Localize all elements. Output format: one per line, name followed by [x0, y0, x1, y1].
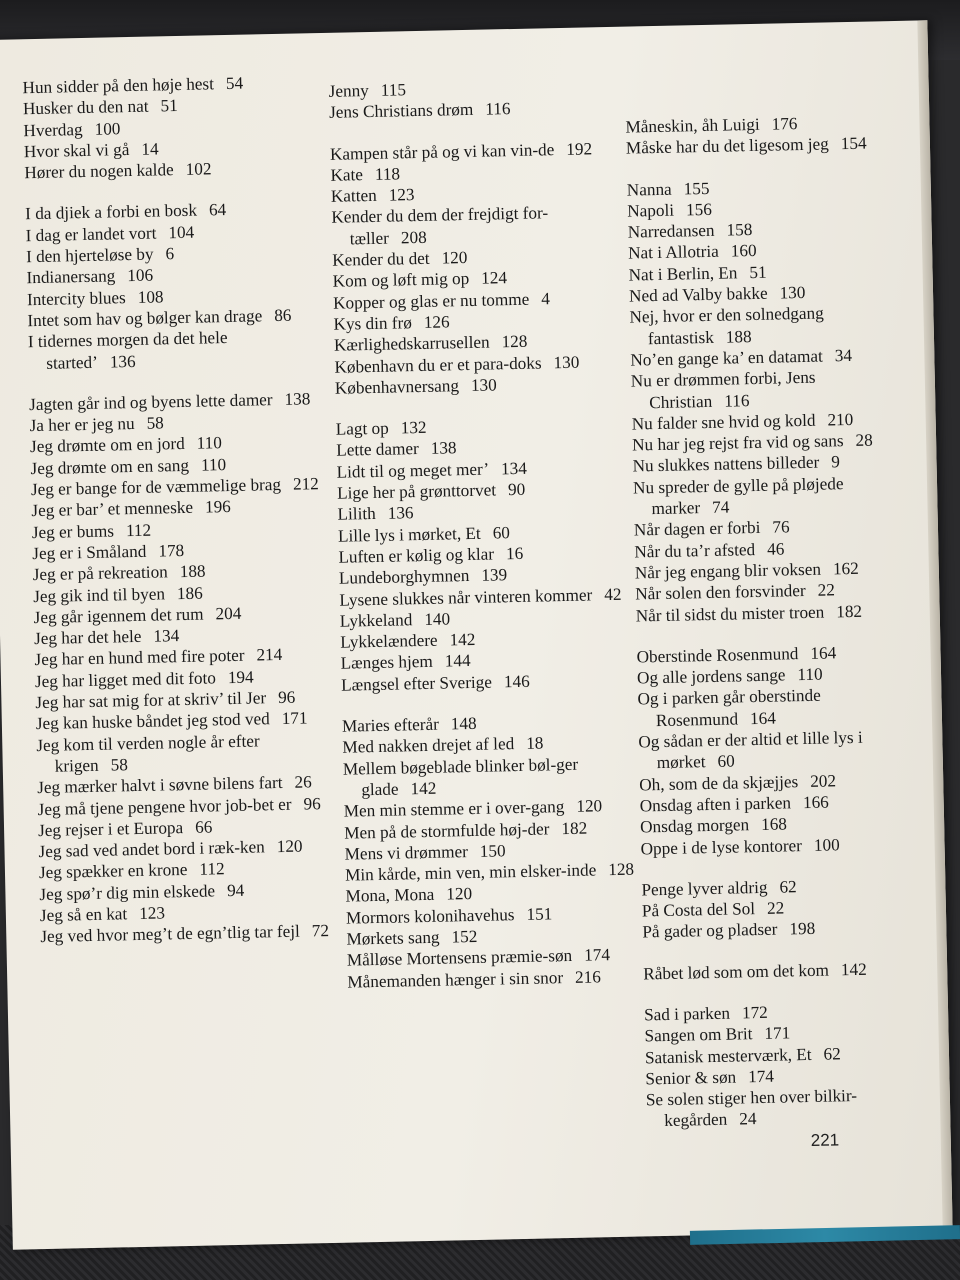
entry-title: I tidernes morgen da det hele started’	[27, 328, 228, 373]
entry-page-number: 9	[831, 452, 840, 472]
entry-title: Jeg så en kat	[39, 904, 128, 926]
entry-title: Hun sidder på den høje hest	[22, 74, 215, 98]
entry-title: Hører du nogen kalde	[24, 160, 174, 183]
entry-page-number: 24	[739, 1109, 757, 1129]
entry-title: Kampen står på og vi kan vin-de	[329, 139, 555, 164]
entry-page-number: 136	[387, 503, 414, 524]
entry-page-number: 188	[725, 326, 752, 347]
index-entry	[642, 917, 897, 944]
entry-page-number: 58	[110, 755, 129, 775]
entry-title: Kom og løft mig op	[332, 269, 470, 292]
entry-title: Jeg spø’r dig min elskede	[39, 881, 216, 904]
entry-title: Mona, Mona	[345, 885, 435, 907]
entry-title: Penge lyver aldrig	[641, 877, 768, 900]
entry-title: Katten	[330, 186, 377, 207]
index-letter-group	[636, 641, 895, 859]
entry-title: Jeg kan huske båndet jeg stod ved	[35, 709, 270, 734]
entry-title: Nanna	[626, 179, 672, 200]
index-column-1	[22, 71, 331, 967]
entry-title: Lysene slukkes når vinteren kommer	[339, 584, 593, 610]
entry-page-number: 76	[772, 517, 790, 537]
entry-title: Lundeborghymnen	[338, 566, 470, 588]
entry-title: Måneskin, åh Luigi	[625, 114, 760, 137]
entry-page-number: 120	[276, 836, 303, 857]
entry-title: I da djiek a forbi en bosk	[24, 201, 198, 224]
entry-title: Jeg kom til verden nogle år efter krigen	[36, 731, 260, 776]
entry-page-number: 202	[810, 770, 837, 791]
entry-page-number: 212	[292, 474, 319, 494]
entry-page-number: 72	[311, 921, 330, 941]
entry-page-number: 60	[717, 751, 735, 772]
index-letter-group	[25, 198, 319, 374]
entry-title: Oppe i de lyse kontorer	[640, 835, 803, 858]
index-letter-group	[627, 174, 891, 626]
entry-title: Nat i Allotria	[627, 242, 720, 264]
index-column-2	[328, 75, 637, 1013]
entry-title: Nu har jeg rejst fra vid og sans	[631, 431, 844, 455]
entry-page-number: 150	[479, 841, 506, 861]
entry-title: Narredansen	[627, 220, 715, 242]
entry-page-number: 146	[503, 671, 530, 692]
entry-title: Lilith	[337, 504, 376, 525]
index-column-3	[625, 111, 902, 1152]
entry-page-number: 128	[501, 332, 528, 352]
entry-page-number: 216	[574, 966, 602, 987]
entry-page-number: 110	[200, 454, 227, 475]
entry-title: Jeg har sat mig for at skriv’ til Jer	[35, 688, 267, 713]
entry-title: Intercity blues	[26, 287, 126, 309]
index-entry	[633, 472, 889, 520]
index-entry	[36, 729, 327, 778]
entry-title: Lagt op	[335, 418, 389, 439]
entry-page-number: 126	[423, 312, 450, 332]
entry-page-number: 144	[444, 651, 471, 671]
entry-page-number: 62	[823, 1043, 841, 1064]
entry-page-number: 46	[766, 539, 785, 559]
entry-title: Se solen stiger hen over bilkir-kegården	[645, 1086, 858, 1131]
entry-page-number: 34	[834, 345, 853, 366]
entry-page-number: 120	[576, 796, 603, 817]
entry-title: Jeg spækker en krone	[38, 860, 188, 883]
entry-title: Jeg har det hele	[33, 627, 142, 649]
entry-title: Mormors kolonihavehus	[345, 904, 515, 928]
entry-title: Og alle jordens sange	[636, 665, 786, 688]
entry-title: Sad i parken	[643, 1003, 731, 1025]
index-letter-group	[641, 874, 897, 943]
entry-page-number: 124	[480, 268, 508, 289]
entry-page-number: 160	[730, 241, 757, 261]
entry-title: Oberstinde Rosenmund	[636, 643, 799, 667]
entry-title: Når dagen er forbi	[633, 518, 761, 540]
entry-title: Når jeg engang blir voksen	[634, 559, 822, 583]
index-letter-group	[22, 71, 314, 184]
entry-title: Og i parken går oberstinde Rosenmund	[637, 686, 821, 730]
entry-page-number: 94	[226, 880, 245, 900]
entry-page-number: 148	[450, 713, 477, 734]
index-entry	[637, 684, 893, 732]
entry-title: Jenny	[328, 81, 369, 101]
entry-title: I dag er landet vort	[25, 223, 157, 245]
entry-page-number: 138	[284, 389, 311, 409]
entry-title: På gader og pladser	[642, 920, 778, 942]
entry-title: København du er et para-doks	[334, 353, 542, 377]
entry-page-number: 106	[127, 265, 154, 286]
entry-title: Lykkeland	[339, 610, 413, 631]
entry-page-number: 176	[771, 114, 798, 134]
index-entry	[629, 302, 885, 350]
entry-page-number: 132	[400, 418, 427, 438]
entry-title: Længes hjem	[340, 652, 433, 674]
entry-page-number: 116	[724, 390, 750, 411]
entry-page-number: 192	[566, 138, 593, 159]
entry-page-number: 138	[430, 438, 457, 459]
entry-page-number: 130	[553, 352, 580, 372]
entry-page-number: 64	[208, 200, 227, 220]
entry-title: Jeg er bums	[31, 521, 115, 542]
entry-title: Kys din frø	[333, 313, 413, 334]
entry-page-number: 54	[225, 73, 244, 93]
entry-page-number: 22	[766, 898, 785, 918]
entry-page-number: 154	[840, 133, 867, 154]
entry-page-number: 130	[470, 375, 497, 395]
entry-page-number: 155	[683, 178, 710, 199]
entry-title: Luften er kølig og klar	[338, 544, 495, 567]
entry-title: Kender du dem der frejdigt for-tæller	[331, 203, 549, 249]
entry-page-number: 142	[840, 959, 867, 979]
entry-title: Senior & søn	[645, 1067, 737, 1089]
book-page	[0, 20, 953, 1249]
entry-title: No’en gange ka’ en datamat	[630, 346, 824, 370]
entry-title: Mens vi drømmer	[344, 841, 469, 864]
entry-page-number: 140	[424, 609, 451, 629]
entry-title: Råbet lød som om det kom	[643, 960, 830, 984]
entry-title: Og sådan er der altid et lille lys i mørket	[638, 727, 863, 773]
entry-page-number: 60	[492, 522, 511, 543]
entry-page-number: 123	[388, 185, 415, 205]
entry-title: Mellem bøgeblade blinker bøl-ger glade	[342, 754, 579, 800]
entry-page-number: 162	[832, 558, 859, 579]
entry-page-number: 4	[541, 288, 551, 309]
entry-title: Jeg mærker halvt i søvne bilens fart	[37, 773, 283, 798]
entry-title: Lige her på grønttorvet	[336, 480, 497, 503]
entry-title: Jeg har ligget med dit foto	[34, 668, 217, 691]
entry-title: Kate	[330, 165, 364, 185]
entry-page-number: 196	[204, 497, 231, 517]
entry-title: Nu er drømmen forbi, Jens Christian	[630, 367, 816, 412]
entry-page-number: 158	[726, 220, 753, 240]
entry-page-number: 96	[303, 793, 321, 814]
entry-page-number: 102	[185, 159, 212, 180]
index-entry	[343, 752, 634, 801]
entry-page-number: 174	[583, 945, 611, 965]
entry-title: Jeg ved hvor meg’t de egn’tlig tar fejl	[40, 921, 300, 947]
index-letter-group	[644, 999, 902, 1132]
entry-page-number: 188	[179, 561, 206, 582]
entry-title: Københavnersang	[334, 376, 460, 398]
entry-title: Nat i Berlin, En	[628, 263, 738, 285]
entry-page-number: 26	[294, 772, 312, 792]
index-entry	[331, 201, 622, 250]
index-letter-group	[328, 75, 619, 124]
entry-title: Min kårde, min ven, min elsker-inde	[344, 860, 597, 885]
entry-title: Jeg drømte om en jord	[29, 434, 185, 457]
entry-page-number: 172	[741, 1002, 768, 1023]
entry-page-number: 6	[165, 244, 175, 264]
entry-title: Jeg må tjene pengene hvor job-bet er	[37, 794, 292, 819]
entry-page-number: 90	[507, 479, 526, 500]
entry-page-number: 182	[836, 601, 863, 621]
entry-title: Jeg har en hund med fire poter	[34, 646, 245, 670]
entry-page-number: 128	[608, 859, 635, 880]
page-edge	[917, 20, 952, 1230]
entry-title: Månemanden hænger i sin snor	[347, 967, 564, 992]
entry-title: Lykkelændere	[340, 630, 438, 652]
entry-title: Satanisk mesterværk, Et	[644, 1044, 812, 1068]
entry-title: Nej, hvor er den solnedgang fantastisk	[629, 303, 824, 348]
entry-title: Lette damer	[336, 439, 419, 461]
index-entry	[643, 958, 898, 985]
entry-title: Når du ta’r afsted	[634, 539, 756, 562]
entry-page-number: 112	[125, 520, 152, 540]
entry-page-number: 139	[481, 565, 508, 585]
entry-title: Napoli	[627, 200, 675, 221]
entry-page-number: 42	[604, 584, 622, 604]
entry-title: Nu spreder de gylle på pløjede marker	[632, 473, 844, 519]
entry-page-number: 100	[813, 834, 840, 855]
entry-page-number: 28	[855, 430, 873, 451]
entry-page-number: 156	[685, 199, 713, 220]
entry-page-number: 51	[160, 96, 178, 116]
entry-page-number: 110	[797, 664, 823, 685]
entry-page-number: 151	[526, 904, 553, 924]
entry-page-number: 16	[505, 543, 524, 564]
entry-title: Jeg er bar’ et menneske	[31, 498, 194, 521]
entry-page-number: 198	[789, 919, 816, 939]
index-entry	[631, 366, 887, 414]
entry-page-number: 66	[194, 817, 213, 837]
entry-title: Oh, som de da skjæjjes	[639, 771, 799, 795]
entry-page-number: 171	[764, 1023, 791, 1044]
entry-page-number: 214	[256, 645, 283, 665]
entry-page-number: 74	[711, 497, 730, 517]
entry-page-number: 168	[760, 814, 788, 835]
entry-title: Nu slukkes nattens billeder	[632, 453, 820, 477]
entry-title: Mørkets sang	[346, 927, 440, 949]
entry-page-number: 134	[153, 626, 180, 646]
entry-title: På Costa del Sol	[641, 899, 756, 921]
entry-title: Hverdag	[23, 119, 83, 140]
entry-title: Jeg drømte om en sang	[30, 455, 190, 478]
entry-title: Jeg gik ind til byen	[32, 583, 166, 606]
entry-title: Jeg går igennem det rum	[33, 604, 204, 627]
entry-title: Ja her er jeg nu	[29, 414, 135, 436]
entry-page-number: 166	[802, 792, 829, 812]
entry-page-number: 171	[281, 708, 308, 729]
index-letter-group	[29, 388, 331, 948]
entry-page-number: 123	[139, 903, 166, 923]
entry-page-number: 110	[196, 433, 223, 454]
entry-title: Jagten går ind og byens lette damer	[28, 389, 273, 415]
entry-page-number: 108	[137, 287, 164, 307]
index-entry	[28, 325, 319, 374]
entry-title: Ned ad Valby bakke	[628, 283, 768, 306]
entry-title: Kærlighedskarrusellen	[333, 332, 490, 356]
entry-page-number: 86	[273, 305, 292, 325]
entry-title: Husker du den nat	[22, 96, 149, 119]
entry-page-number: 104	[168, 222, 195, 243]
entry-page-number: 164	[749, 708, 777, 728]
index-entry	[636, 600, 891, 627]
entry-page-number: 204	[215, 603, 242, 624]
entry-title: Onsdag aften i parken	[639, 793, 792, 816]
entry-page-number: 116	[485, 99, 511, 119]
entry-title: Når solen den forsvinder	[635, 581, 806, 604]
index-letter-group	[342, 710, 638, 993]
entry-title: Når til sidst du mister troen	[635, 602, 825, 626]
entry-page-number: 164	[810, 643, 837, 663]
entry-title: Jeg er bange for de væmmelige brag	[30, 474, 282, 500]
index-letter-group	[330, 137, 625, 399]
entry-title: Lidt til og meget mer’	[336, 459, 490, 482]
entry-title: Kender du det	[332, 248, 430, 270]
entry-title: Jens Christians drøm	[328, 100, 474, 123]
entry-title: Målløse Mortensens præmie-søn	[346, 946, 573, 970]
entry-title: Måske har du det ligesom jeg	[625, 134, 829, 158]
entry-title: Hvor skal vi gå	[23, 139, 130, 162]
entry-title: Jeg sad ved andet bord i ræk-ken	[38, 837, 265, 862]
entry-title: Med nakken drejet af led	[342, 734, 515, 758]
page-number: 221	[810, 1130, 840, 1150]
entry-page-number: 14	[141, 139, 159, 159]
entry-title: Kopper og glas er nu tomme	[332, 289, 530, 313]
entry-page-number: 18	[526, 733, 544, 754]
entry-title: Men min stemme er i over-gang	[343, 797, 565, 821]
entry-title: Lille lys i mørket, Et	[337, 523, 481, 546]
entry-title: Onsdag morgen	[639, 815, 750, 837]
entry-title: Jeg er i Småland	[32, 541, 147, 564]
entry-page-number: 208	[400, 227, 427, 248]
index-letter-group	[336, 413, 632, 696]
entry-page-number: 100	[94, 118, 121, 139]
entry-title: Indianersang	[26, 266, 116, 288]
entry-page-number: 58	[146, 413, 164, 433]
entry-page-number: 96	[277, 687, 296, 708]
entry-page-number: 130	[779, 282, 806, 303]
entry-page-number: 152	[451, 926, 478, 947]
entry-title: Jeg er på rekreation	[32, 562, 168, 585]
entry-page-number: 210	[827, 409, 854, 430]
entry-title: Men på de stormfulde høj-der	[344, 818, 550, 843]
entry-page-number: 194	[227, 667, 254, 687]
entry-page-number: 118	[374, 164, 401, 184]
entry-page-number: 182	[561, 818, 588, 838]
entry-page-number: 120	[446, 884, 473, 904]
index-entry	[646, 1084, 902, 1132]
entry-title: Intet som hav og bølger kan drage	[27, 306, 263, 331]
entry-page-number: 136	[109, 351, 136, 372]
entry-page-number: 62	[779, 877, 797, 897]
entry-page-number: 142	[449, 630, 476, 650]
entry-page-number: 115	[380, 80, 407, 100]
entry-page-number: 22	[817, 580, 836, 600]
index-entry	[626, 133, 881, 160]
entry-page-number: 134	[500, 458, 528, 479]
entry-page-number: 174	[747, 1066, 775, 1087]
index-letter-group	[643, 958, 898, 985]
entry-page-number: 142	[410, 778, 437, 799]
entry-page-number: 186	[176, 583, 203, 603]
entry-page-number: 120	[441, 248, 468, 268]
index-entry	[638, 726, 894, 774]
entry-title: Maries efterår	[341, 714, 440, 736]
entry-page-number: 112	[199, 859, 225, 880]
index-letter-group	[625, 111, 881, 159]
entry-title: Længsel efter Sverige	[340, 672, 493, 695]
entry-title: Jeg rejser i et Europa	[37, 817, 184, 840]
entry-page-number: 178	[158, 540, 185, 561]
entry-title: I den hjerteløse by	[25, 244, 154, 267]
entry-title: Nu falder sne hvid og kold	[631, 410, 816, 434]
entry-page-number: 51	[749, 262, 767, 282]
entry-title: Sangen om Brit	[644, 1024, 753, 1046]
